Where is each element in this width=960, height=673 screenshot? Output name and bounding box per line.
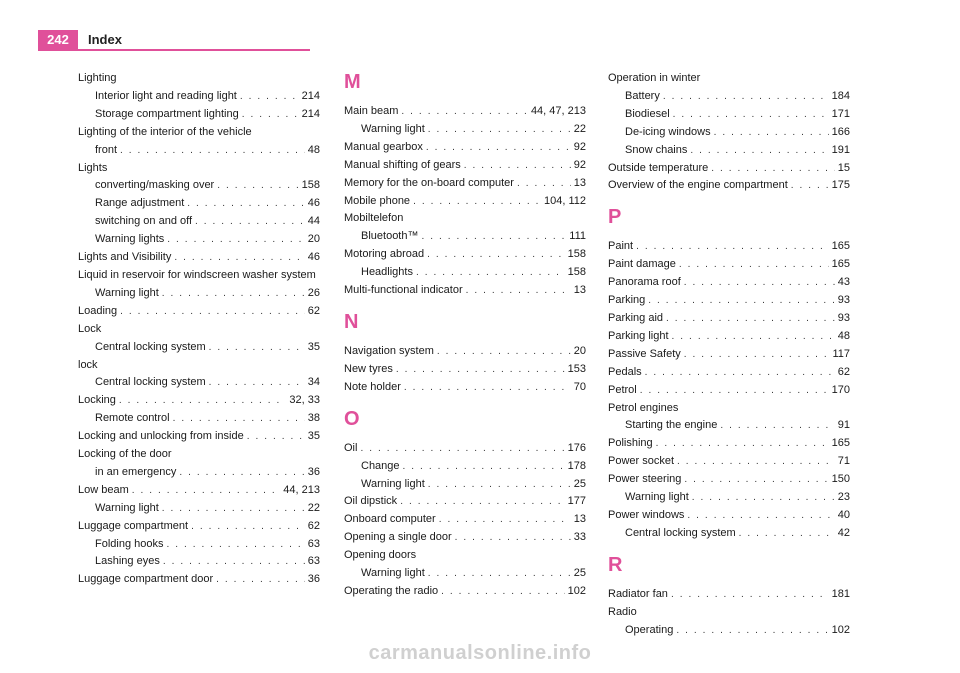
dot-leader — [187, 195, 304, 213]
index-entry — [608, 382, 850, 400]
dot-leader — [676, 622, 828, 640]
entry-page-ref: 62 — [307, 519, 320, 532]
dot-leader — [360, 440, 564, 458]
entry-page-ref: 38 — [307, 412, 320, 425]
entry-page-ref: 111 — [569, 230, 586, 243]
entry-label: Low beam — [78, 483, 129, 496]
dot-leader — [209, 374, 305, 392]
page-title: Index — [88, 32, 122, 47]
entry-label: Outside temperature — [608, 161, 709, 174]
entry-page-ref: 20 — [307, 233, 320, 246]
entry-label: Lashing eyes — [95, 555, 160, 568]
index-entry — [344, 440, 586, 458]
header-rule — [38, 49, 310, 51]
dot-leader — [690, 142, 828, 160]
index-entry — [608, 453, 850, 471]
dot-leader — [441, 583, 564, 601]
entry-label: Lights and Visibility — [78, 251, 172, 264]
entry-label: Navigation system — [344, 344, 434, 357]
dot-leader — [648, 292, 834, 310]
index-entry — [608, 471, 850, 489]
dot-leader — [671, 586, 829, 604]
index-entry — [344, 379, 586, 397]
entry-label: Folding hooks — [95, 537, 164, 550]
entry-label: Snow chains — [625, 143, 688, 156]
index-term: lock — [78, 358, 98, 371]
entry-label: New tyres — [344, 362, 393, 375]
index-entry — [608, 346, 850, 364]
entry-label: Power steering — [608, 473, 682, 486]
entry-page-ref: 176 — [567, 441, 586, 454]
entry-page-ref: 15 — [837, 161, 850, 174]
index-subentry — [78, 195, 320, 213]
dot-leader — [120, 142, 305, 160]
entry-label: Biodiesel — [625, 107, 670, 120]
entry-page-ref: 22 — [573, 122, 586, 135]
entry-label: Onboard computer — [344, 513, 436, 526]
entry-page-ref: 165 — [831, 258, 850, 271]
entry-label: Pedals — [608, 365, 642, 378]
entry-page-ref: 35 — [307, 430, 320, 443]
entry-page-ref: 104, 112 — [543, 194, 586, 207]
index-subentry — [78, 142, 320, 160]
entry-label: Panorama roof — [608, 276, 681, 289]
entry-page-ref: 158 — [567, 266, 586, 279]
entry-label: Loading — [78, 304, 118, 317]
index-entry — [344, 139, 586, 157]
index-entry — [344, 103, 586, 121]
entry-label: switching on and off — [95, 215, 193, 228]
entry-page-ref: 170 — [831, 383, 850, 396]
entry-label: Starting the engine — [625, 419, 718, 432]
entry-label: Luggage compartment — [78, 519, 189, 532]
index-subentry — [78, 500, 320, 518]
index-term: Operation in winter — [608, 72, 701, 84]
entry-label: Change — [361, 459, 400, 472]
index-entry — [78, 303, 320, 321]
entry-label: Parking — [608, 294, 646, 307]
dot-leader — [692, 489, 835, 507]
index-entry — [344, 175, 586, 193]
entry-label: front — [95, 143, 118, 156]
entry-page-ref: 43 — [837, 276, 850, 289]
dot-leader — [791, 177, 829, 195]
dot-leader — [455, 529, 571, 547]
dot-leader — [677, 453, 835, 471]
index-entry — [344, 246, 586, 264]
entry-label: Locking — [78, 394, 116, 407]
entry-label: Interior light and reading light — [95, 89, 237, 102]
entry-label: converting/masking over — [95, 179, 215, 192]
entry-page-ref: 42 — [837, 526, 850, 539]
index-entry — [344, 343, 586, 361]
entry-page-ref: 22 — [307, 501, 320, 514]
page-header — [0, 0, 960, 60]
entry-label: Main beam — [344, 105, 399, 117]
entry-label: Warning lights — [95, 233, 165, 246]
index-subentry — [344, 228, 586, 246]
index-term: Petrol engines — [608, 401, 679, 414]
index-term: Mobiltelefon — [344, 212, 404, 225]
entry-page-ref: 13 — [573, 284, 586, 297]
index-term: Lighting — [78, 72, 117, 84]
entry-label: Overview of the engine compartment — [608, 179, 788, 192]
entry-page-ref: 165 — [831, 437, 850, 450]
entry-page-ref: 153 — [567, 362, 586, 375]
entry-label: Power socket — [608, 455, 675, 468]
index-entry — [344, 583, 586, 601]
entry-label: Warning light — [361, 122, 425, 135]
dot-leader — [666, 310, 835, 328]
index-subentry — [78, 177, 320, 195]
entry-page-ref: 48 — [307, 143, 320, 156]
entry-label: Operating — [625, 623, 674, 636]
index-subentry — [608, 142, 850, 160]
entry-label: Oil — [344, 441, 358, 454]
dot-leader — [679, 256, 829, 274]
dot-leader — [720, 417, 834, 435]
entry-label: Locking and unlocking from inside — [78, 430, 244, 443]
index-letter-heading: N — [344, 310, 359, 333]
entry-page-ref: 33 — [573, 531, 586, 544]
dot-leader — [403, 458, 565, 476]
entry-label: Battery — [625, 89, 660, 102]
index-entry — [608, 507, 850, 525]
entry-label: Multi-functional indicator — [344, 284, 463, 297]
entry-page-ref: 44, 47, 213 — [530, 105, 586, 117]
entry-label: Warning light — [95, 286, 159, 299]
index-entry — [344, 361, 586, 379]
entry-page-ref: 62 — [837, 365, 850, 378]
index-entry — [344, 157, 586, 175]
entry-page-ref: 44 — [307, 215, 320, 228]
dot-leader — [400, 493, 564, 511]
entry-label: Paint — [608, 240, 634, 253]
dot-leader — [466, 282, 571, 300]
dot-leader — [636, 238, 829, 256]
dot-leader — [663, 88, 829, 106]
index-subentry — [78, 106, 320, 124]
index-subentry — [344, 121, 586, 139]
index-entry — [608, 435, 850, 453]
index-subentry — [608, 417, 850, 435]
entry-label: Manual gearbox — [344, 140, 423, 153]
index-entry — [78, 571, 320, 589]
dot-leader — [173, 410, 305, 428]
page-number: 242 — [38, 30, 78, 49]
entry-label: Passive Safety — [608, 347, 681, 360]
entry-page-ref: 46 — [307, 197, 320, 210]
index-entry — [344, 493, 586, 511]
index-subentry — [78, 339, 320, 357]
entry-page-ref: 93 — [837, 311, 850, 324]
dot-leader — [167, 536, 305, 554]
entry-page-ref: 158 — [567, 248, 586, 261]
entry-page-ref: 191 — [831, 143, 850, 156]
dot-leader — [656, 435, 829, 453]
entry-page-ref: 34 — [307, 376, 320, 389]
index-column-3 — [608, 70, 850, 639]
index-entry — [608, 256, 850, 274]
entry-page-ref: 25 — [573, 567, 586, 580]
index-subentry — [608, 489, 850, 507]
entry-page-ref: 48 — [837, 329, 850, 342]
dot-leader — [684, 471, 828, 489]
entry-page-ref: 165 — [831, 240, 850, 253]
index-subentry — [344, 458, 586, 476]
index-subentry — [78, 536, 320, 554]
index-column-2 — [344, 70, 586, 601]
entry-page-ref: 91 — [837, 419, 850, 432]
index-entry — [78, 249, 320, 267]
entry-label: Warning light — [95, 501, 159, 514]
index-entry — [608, 292, 850, 310]
dot-leader — [216, 571, 305, 589]
entry-page-ref: 26 — [307, 286, 320, 299]
dot-leader — [640, 382, 829, 400]
entry-label: Remote control — [95, 412, 170, 425]
entry-page-ref: 117 — [832, 347, 850, 360]
index-subentry — [78, 464, 320, 482]
entry-label: Central locking system — [95, 376, 206, 389]
entry-label: Bluetooth™ — [361, 230, 419, 243]
entry-label: Central locking system — [95, 340, 206, 353]
entry-page-ref: 35 — [307, 340, 320, 353]
entry-label: Note holder — [344, 380, 401, 393]
dot-leader — [209, 339, 305, 357]
dot-leader — [427, 246, 565, 264]
entry-page-ref: 63 — [307, 537, 320, 550]
entry-label: Luggage compartment door — [78, 573, 214, 586]
entry-label: Memory for the on-board computer — [344, 176, 514, 189]
index-subentry — [608, 124, 850, 142]
dot-leader — [191, 518, 305, 536]
dot-leader — [119, 392, 286, 410]
entry-label: Oil dipstick — [344, 495, 398, 508]
dot-leader — [517, 175, 571, 193]
dot-leader — [179, 464, 304, 482]
index-entry — [608, 328, 850, 346]
entry-page-ref: 13 — [573, 513, 586, 526]
entry-label: Parking light — [608, 329, 669, 342]
entry-page-ref: 102 — [831, 623, 850, 636]
entry-label: Power windows — [608, 508, 685, 521]
dot-leader — [396, 361, 565, 379]
dot-leader — [439, 511, 571, 529]
index-letter-heading: R — [608, 553, 623, 576]
dot-leader — [428, 565, 571, 583]
entry-page-ref: 36 — [307, 465, 320, 478]
dot-leader — [687, 507, 834, 525]
dot-leader — [217, 177, 298, 195]
index-subentry — [608, 88, 850, 106]
entry-label: Range adjustment — [95, 197, 185, 210]
dot-leader — [673, 106, 829, 124]
entry-label: Mobile phone — [344, 194, 411, 207]
entry-label: in an emergency — [95, 465, 177, 478]
entry-page-ref: 32, 33 — [289, 394, 320, 407]
index-entry — [78, 482, 320, 500]
index-entry — [344, 511, 586, 529]
entry-label: Central locking system — [625, 526, 736, 539]
entry-page-ref: 102 — [567, 584, 586, 597]
index-entry — [608, 364, 850, 382]
entry-page-ref: 71 — [837, 455, 850, 468]
index-entry — [344, 282, 586, 300]
dot-leader — [426, 139, 571, 157]
index-letter-heading: M — [344, 71, 361, 93]
index-letter-heading: O — [344, 407, 360, 430]
dot-leader — [120, 303, 305, 321]
entry-page-ref: 25 — [573, 477, 586, 490]
index-entry — [608, 274, 850, 292]
entry-page-ref: 181 — [831, 587, 850, 600]
dot-leader — [428, 121, 571, 139]
index-subentry — [78, 553, 320, 571]
dot-leader — [242, 106, 299, 124]
dot-leader — [413, 193, 541, 211]
dot-leader — [174, 249, 304, 267]
entry-page-ref: 150 — [831, 473, 850, 486]
dot-leader — [684, 274, 835, 292]
entry-page-ref: 184 — [831, 89, 850, 102]
entry-page-ref: 214 — [301, 107, 320, 120]
entry-page-ref: 214 — [301, 89, 320, 102]
index-entry — [78, 392, 320, 410]
entry-page-ref: 92 — [573, 158, 586, 171]
index-subentry — [344, 264, 586, 282]
index-entry — [344, 193, 586, 211]
index-entry — [608, 177, 850, 195]
index-term: Radio — [608, 605, 637, 618]
entry-page-ref: 177 — [567, 495, 586, 508]
index-term: Lighting of the interior of the vehicle — [78, 125, 252, 138]
dot-leader — [162, 500, 305, 518]
index-subentry — [344, 476, 586, 494]
index-column-1 — [78, 70, 320, 589]
entry-page-ref: 171 — [831, 107, 850, 120]
dot-leader — [167, 231, 304, 249]
index-subentry — [608, 525, 850, 543]
entry-page-ref: 44, 213 — [283, 483, 320, 496]
entry-page-ref: 62 — [307, 304, 320, 317]
entry-label: De-icing windows — [625, 125, 711, 138]
entry-page-ref: 13 — [573, 176, 586, 189]
index-entry — [608, 586, 850, 604]
entry-label: Manual shifting of gears — [344, 158, 461, 171]
dot-leader — [711, 160, 834, 178]
index-entry — [78, 428, 320, 446]
entry-page-ref: 92 — [573, 140, 586, 153]
entry-page-ref: 93 — [837, 294, 850, 307]
index-subentry — [78, 374, 320, 392]
dot-leader — [162, 285, 305, 303]
entry-label: Headlights — [361, 266, 413, 279]
entry-page-ref: 70 — [573, 380, 586, 393]
dot-leader — [163, 553, 305, 571]
entry-label: Radiator fan — [608, 587, 668, 600]
dot-leader — [684, 346, 830, 364]
dot-leader — [437, 343, 571, 361]
index-term: Locking of the door — [78, 448, 172, 461]
entry-label: Storage compartment lighting — [95, 107, 239, 120]
index-subentry — [608, 106, 850, 124]
dot-leader — [240, 88, 299, 106]
index-term: Opening doors — [344, 549, 417, 562]
footer-watermark: carmanualsonline.info — [368, 642, 592, 664]
entry-label: Operating the radio — [344, 584, 439, 597]
dot-leader — [132, 482, 281, 500]
dot-leader — [404, 379, 571, 397]
index-entry — [608, 160, 850, 178]
index-subentry — [608, 622, 850, 640]
dot-leader — [401, 103, 528, 121]
index-letter-heading: P — [608, 206, 622, 229]
entry-page-ref: 40 — [837, 508, 850, 521]
entry-page-ref: 23 — [837, 491, 850, 504]
entry-page-ref: 46 — [307, 251, 320, 264]
index-term: Liquid in reservoir for windscreen washer system — [78, 268, 316, 281]
index-subentry — [78, 231, 320, 249]
index-subentry — [78, 213, 320, 231]
entry-page-ref: 36 — [307, 573, 320, 586]
index-term: Lock — [78, 322, 102, 335]
entry-label: Petrol — [608, 383, 637, 396]
dot-leader — [428, 476, 571, 494]
dot-leader — [421, 228, 566, 246]
dot-leader — [247, 428, 305, 446]
dot-leader — [672, 328, 835, 346]
dot-leader — [416, 264, 565, 282]
dot-leader — [714, 124, 829, 142]
index-entry — [608, 238, 850, 256]
entry-label: Opening a single door — [344, 531, 452, 544]
entry-label: Parking aid — [608, 311, 664, 324]
dot-leader — [464, 157, 571, 175]
dot-leader — [739, 525, 835, 543]
entry-label: Warning light — [625, 491, 689, 504]
entry-page-ref: 20 — [573, 344, 586, 357]
entry-page-ref: 158 — [301, 179, 320, 192]
entry-page-ref: 178 — [567, 459, 586, 472]
index-subentry — [78, 88, 320, 106]
entry-label: Warning light — [361, 567, 425, 580]
index-subentry — [78, 285, 320, 303]
dot-leader — [645, 364, 835, 382]
entry-page-ref: 63 — [307, 555, 320, 568]
index-entry — [344, 529, 586, 547]
entry-page-ref: 166 — [831, 125, 850, 138]
index-subentry — [344, 565, 586, 583]
entry-label: Motoring abroad — [344, 248, 425, 261]
entry-label: Warning light — [361, 477, 425, 490]
index-subentry — [78, 410, 320, 428]
index-entry — [608, 310, 850, 328]
index-entry — [78, 518, 320, 536]
index-term: Lights — [78, 161, 108, 174]
dot-leader — [195, 213, 305, 231]
entry-label: Polishing — [608, 437, 653, 450]
entry-page-ref: 175 — [831, 179, 850, 192]
entry-label: Paint damage — [608, 258, 676, 271]
